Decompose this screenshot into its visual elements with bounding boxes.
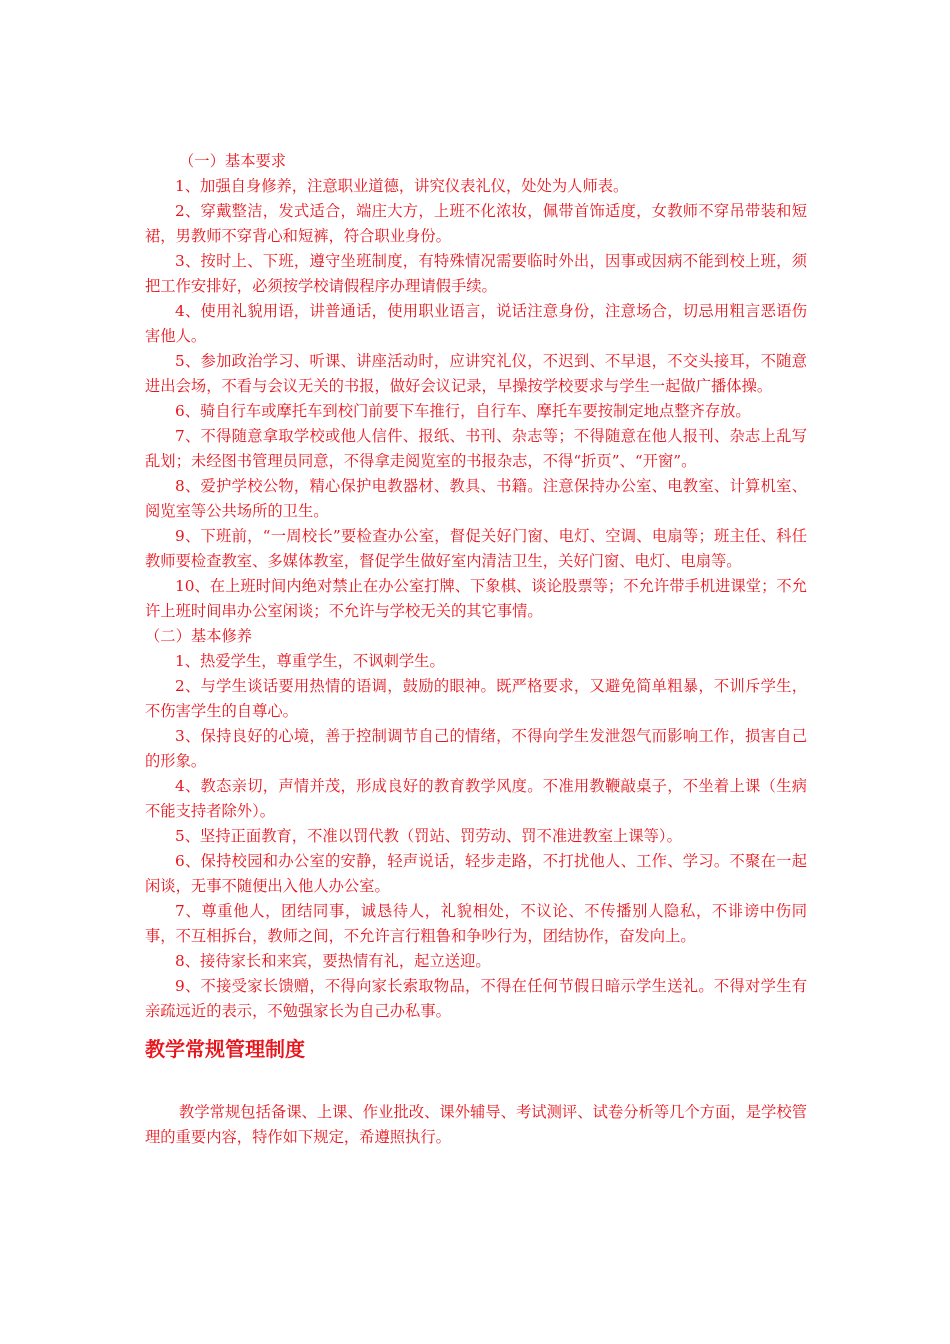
list-item: 4、使用礼貌用语，讲普通话，使用职业语言，说话注意身份，注意场合，切忌用粗言恶语伤害他人。 bbox=[145, 302, 807, 345]
list-item: 5、参加政治学习、听课、讲座活动时，应讲究礼仪，不迟到、不早退，不交头接耳，不随意进出会场，不看与会议无关的书报，做好会议记录，早操按学校要求与学生一起做广播体操。 bbox=[145, 352, 807, 395]
list-item: 1、加强自身修养，注意职业道德，讲究仪表礼仪，处处为人师表。 bbox=[175, 177, 629, 195]
list-item: 9、不接受家长馈赠，不得向家长索取物品，不得在任何节假日暗示学生送礼。不得对学生有亲疏远近的表示，不勉强家长为自己办私事。 bbox=[145, 977, 807, 1020]
list-item: 6、保持校园和办公室的安静，轻声说话，轻步走路，不打扰他人、工作、学习。不聚在一起闲谈，无事不随便出入他人办公室。 bbox=[145, 852, 807, 895]
list-item: 10、在上班时间内绝对禁止在办公室打牌、下象棋、谈论股票等；不允许带手机进课堂；不允许上班时间串办公室闲谈；不允许与学校无关的其它事情。 bbox=[145, 577, 807, 620]
list-item: 6、骑自行车或摩托车到校门前要下车推行，自行车、摩托车要按制定地点整齐存放。 bbox=[175, 402, 751, 420]
list-item: 7、尊重他人，团结同事，诚恳待人，礼貌相处，不议论、不传播别人隐私，不诽谤中伤同事，不互相拆台，教师之间，不允许言行粗鲁和争吵行为，团结协作，奋发向上。 bbox=[145, 902, 807, 945]
list-item: 7、不得随意拿取学校或他人信件、报纸、书刊、杂志等；不得随意在他人报刊、杂志上乱写乱划；未经图书管理员同意，不得拿走阅览室的书报杂志，不得“折页”、“开窗”。 bbox=[145, 427, 807, 470]
list-item: 8、接待家长和来宾，要热情有礼，起立送迎。 bbox=[175, 952, 491, 970]
list-item: 9、下班前，“一周校长”要检查办公室，督促关好门窗、电灯、空调、电扇等；班主任、科任教师要检查教室、多媒体教室，督促学生做好室内清洁卫生，关好门窗、电灯、电扇等。 bbox=[145, 527, 807, 570]
list-item: 5、坚持正面教育，不准以罚代教（罚站、罚劳动、罚不准进教室上课等）。 bbox=[175, 827, 682, 845]
document-body bbox=[145, 149, 807, 1150]
list-item: 8、爱护学校公物，精心保护电教器材、教具、书籍。注意保持办公室、电教室、计算机室、阅览室等公共场所的卫生。 bbox=[145, 477, 807, 520]
list-item: 3、按时上、下班，遵守坐班制度，有特殊情况需要临时外出，因事或因病不能到校上班，须把工作安排好，必须按学校请假程序办理请假手续。 bbox=[145, 252, 807, 295]
section-heading-basic-cultivation: （二）基本修养 bbox=[145, 627, 253, 645]
section-title-teaching-management: 教学常规管理制度 bbox=[145, 1037, 305, 1061]
list-item: 3、保持良好的心境，善于控制调节自己的情绪，不得向学生发泄怨气而影响工作，损害自己的形象。 bbox=[145, 727, 807, 770]
section-intro-paragraph: 教学常规包括备课、上课、作业批改、课外辅导、考试测评、试卷分析等几个方面，是学校管理的重要内容，特作如下规定，希遵照执行。 bbox=[145, 1103, 807, 1146]
list-item: 2、与学生谈话要用热情的语调，鼓励的眼神。既严格要求，又避免简单粗暴，不训斥学生，不伤害学生的自尊心。 bbox=[145, 677, 807, 720]
list-item: 4、教态亲切，声情并茂，形成良好的教育教学风度。不准用教鞭敲桌子，不坐着上课（生病不能支持者除外）。 bbox=[145, 777, 807, 820]
list-item: 1、热爱学生，尊重学生，不讽刺学生。 bbox=[175, 652, 445, 670]
section-heading-basic-requirements: （一）基本要求 bbox=[179, 152, 287, 170]
list-item: 2、穿戴整洁，发式适合，端庄大方，上班不化浓妆，佩带首饰适度，女教师不穿吊带装和短裙，男教师不穿背心和短裤，符合职业身份。 bbox=[145, 202, 807, 245]
